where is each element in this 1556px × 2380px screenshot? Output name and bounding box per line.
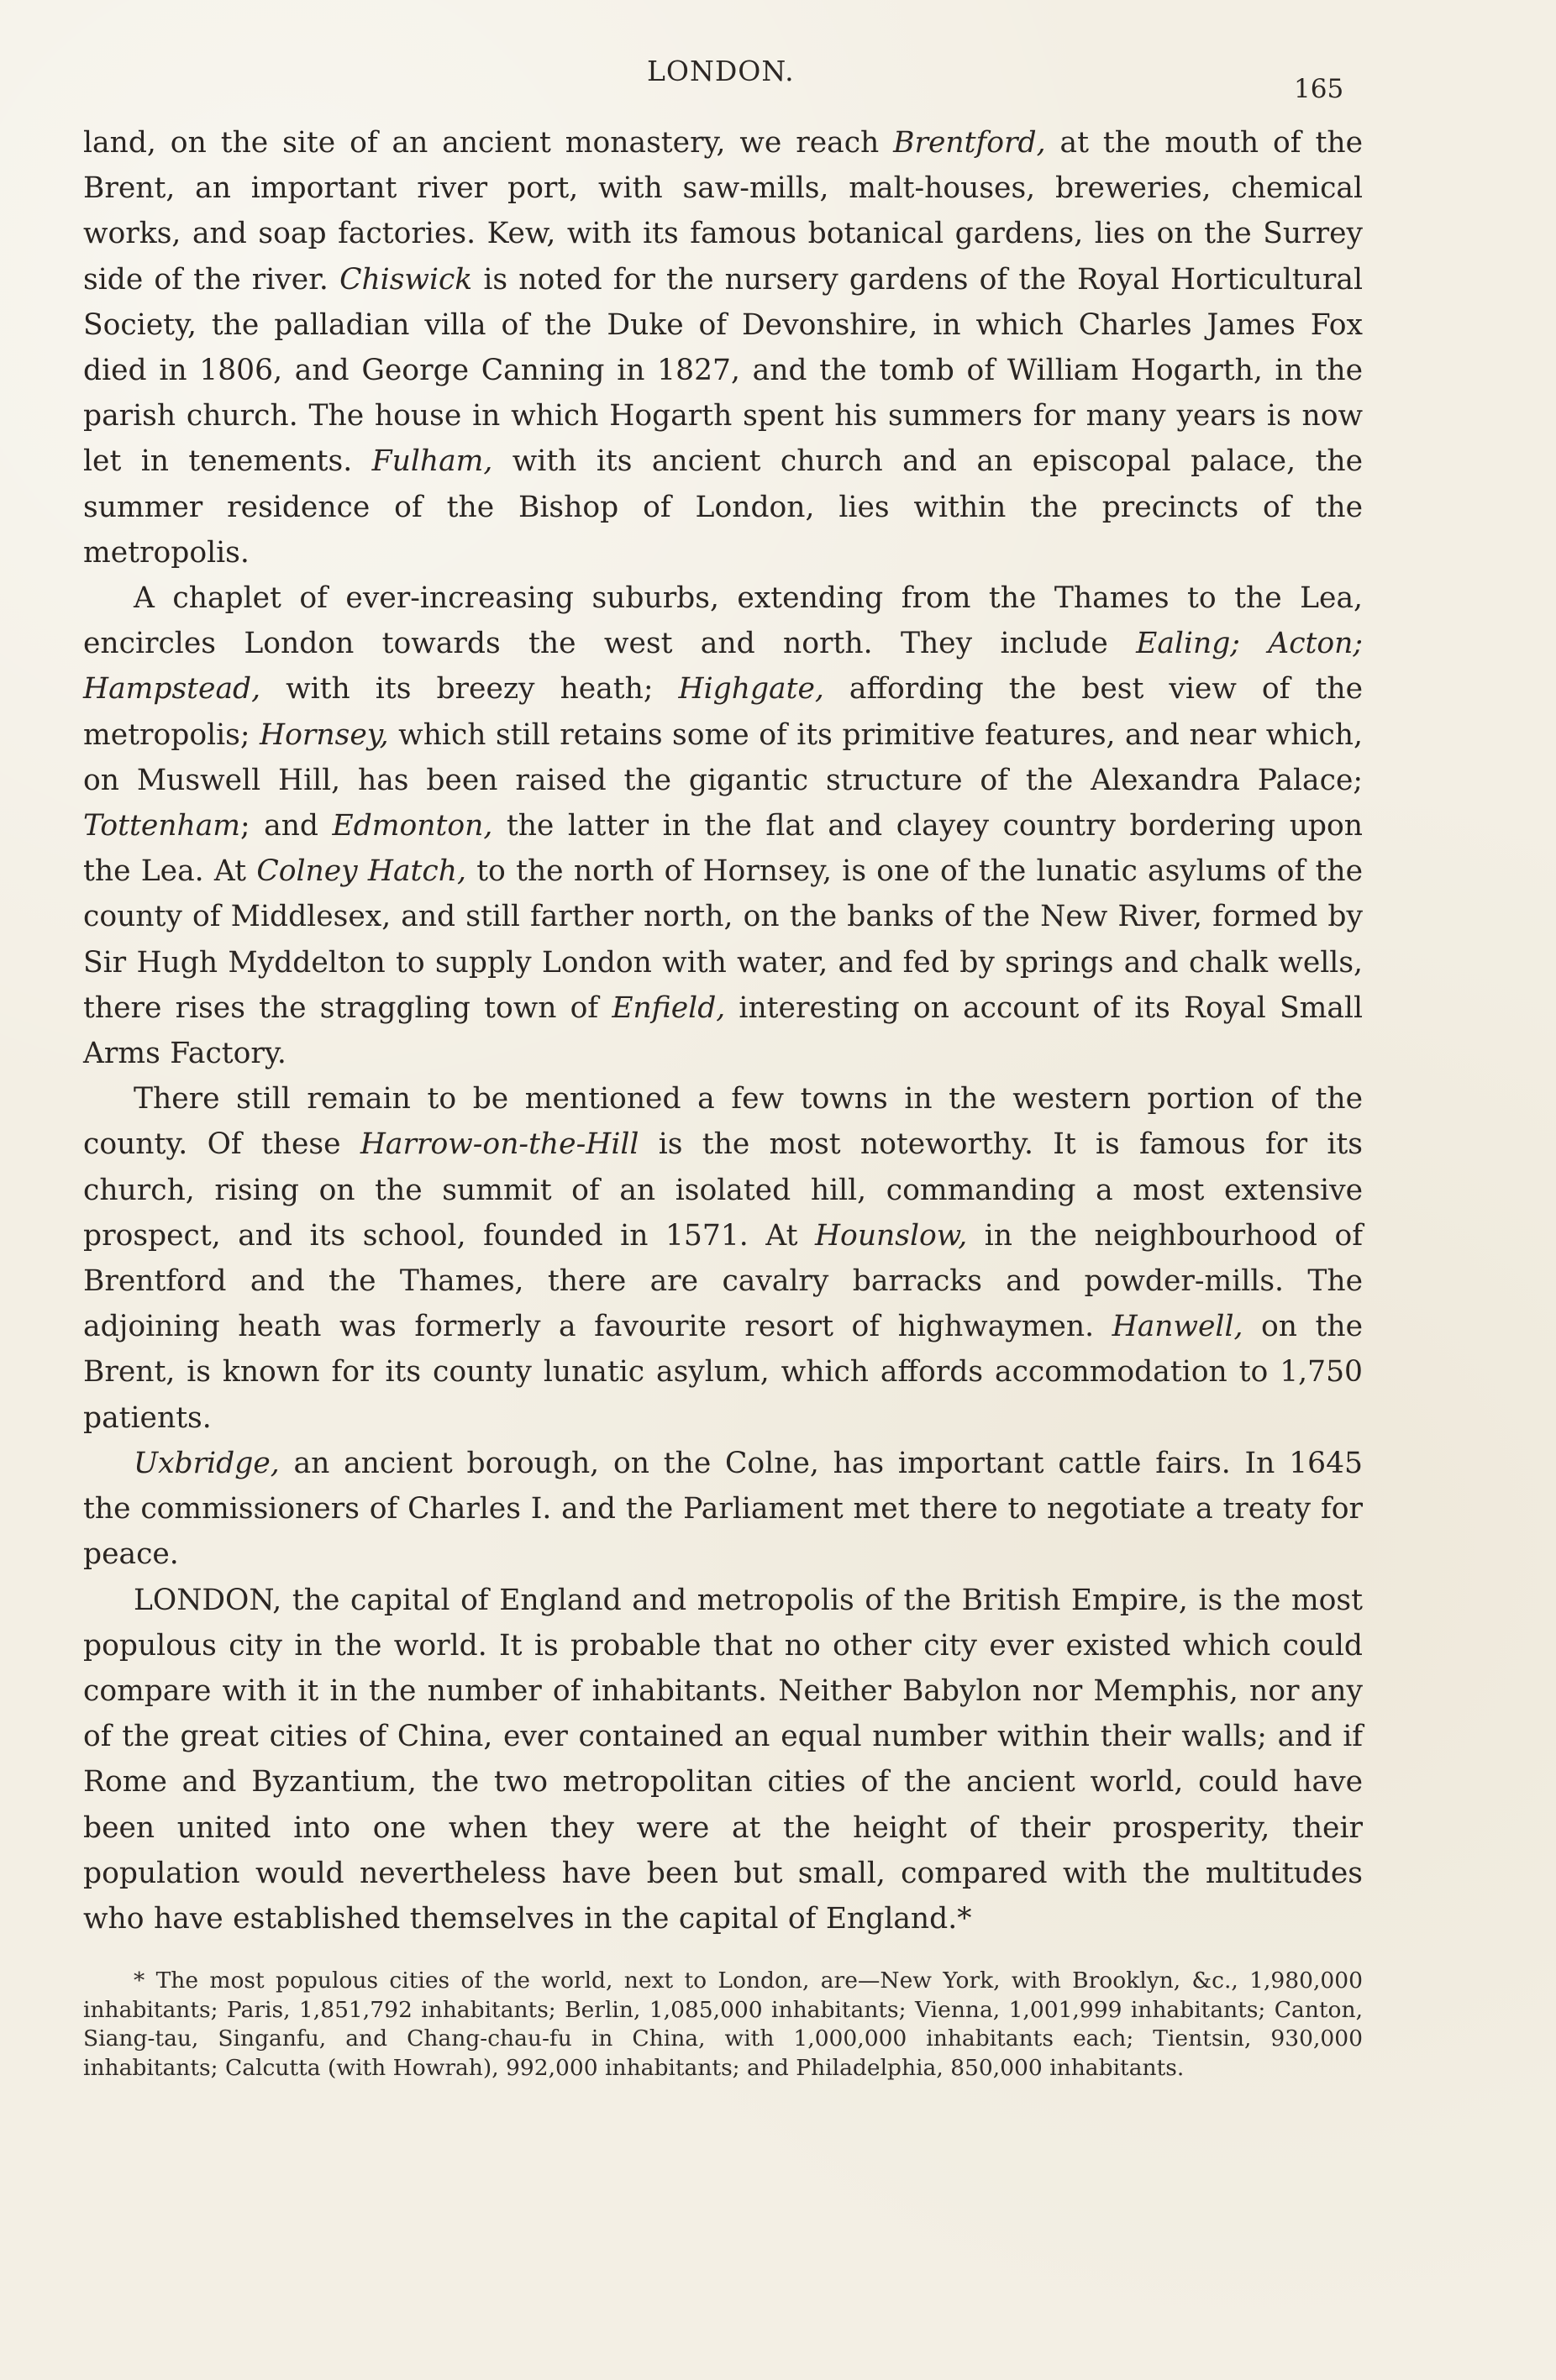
- page-number: 165: [1294, 74, 1344, 104]
- paragraph: [83, 1578, 1363, 1942]
- text-segment: to the north of Hornsey, is one of the lunatic asylums of the county of Middlesex, and still farther north, on the banks of the New River, formed by Sir Hugh Myddelton to supply London with water, and fed by springs and chalk wells, there rises the straggling town of: [83, 854, 1364, 1025]
- paragraph: [83, 120, 1363, 575]
- place-name: Highgate,: [678, 672, 824, 707]
- text-segment: A chaplet of ever-increasing suburbs, extending from the Thames to the Lea, encircles London towards the west and north. They include: [83, 581, 1363, 661]
- place-name: Uxbridge,: [134, 1446, 280, 1480]
- place-name: Hounslow,: [814, 1218, 968, 1253]
- text-segment: There still remain to be mentioned a few towns in the western portion of the county. Of these: [83, 1082, 1363, 1162]
- place-name: Hanwell,: [1112, 1310, 1243, 1344]
- place-name: Acton;: [1268, 627, 1364, 661]
- paragraph: [83, 1441, 1363, 1578]
- place-name: Chiswick: [339, 262, 473, 297]
- place-name: Tottenham: [83, 809, 240, 843]
- paragraph: [83, 575, 1363, 1076]
- text-segment: is the most noteworthy. It is famous for its church, rising on the summit of an isolated hill, commanding a most extensive prospect, and its school, founded in 1571. At: [83, 1127, 1363, 1253]
- text-segment: which still retains some of its primitive features, and near which, on Muswell Hill, has been raised the gigantic structure of the Alexandra Palace;: [83, 717, 1363, 797]
- paragraph: [83, 1076, 1363, 1441]
- place-name: Hornsey,: [260, 717, 389, 752]
- text-segment: land, on the site of an ancient monastery, we reach: [83, 126, 894, 160]
- text-segment: with its breezy heath;: [260, 672, 679, 707]
- text-segment: at the mouth of the Brent, an important river port, with saw-mills, malt-houses, breweries, chemical works, and soap factories. Kew, with its famous botanical gardens, lies on the Surrey side of the river.: [83, 126, 1363, 297]
- text-segment: on the Brent, is known for its county lunatic asylum, which affords accommodation to 1,750 patients.: [83, 1310, 1363, 1435]
- place-name: Ealing;: [1136, 627, 1240, 661]
- main-text: [83, 120, 1363, 1941]
- text-segment: an ancient borough, on the Colne, has important cattle fairs. In 1645 the commissioners of Charles I. and the Parliament met there to negotiate a treaty for peace.: [83, 1446, 1363, 1572]
- footnote: [83, 1967, 1363, 2083]
- place-name: Edmonton,: [332, 809, 493, 843]
- text-segment: [1240, 627, 1268, 660]
- text-segment: the latter in the flat and clayey country bordering upon the Lea. At: [83, 809, 1363, 889]
- text-segment: interesting on account of its Royal Small Arms Factory.: [83, 990, 1363, 1071]
- text-segment: in the neighbourhood of Brentford and the Thames, there are cavalry barracks and powder-mills. The adjoining heath was formerly a favourite resort of highwaymen.: [83, 1218, 1363, 1344]
- place-name: Colney Hatch,: [256, 854, 466, 889]
- footnote-paragraph: [83, 1967, 1363, 2083]
- running-head: LONDON.: [647, 55, 795, 87]
- text-segment: ; and: [239, 809, 333, 843]
- text-segment: is noted for the nursery gardens of the Royal Horticultural Society, the palladian villa of the Duke of Devonshire, in which Charles James Fox died in 1806, and George Canning in 1827, and the tomb of William Hogarth, in the parish church. The house in which Hogarth spent his summers for many years is now let in tenements.: [83, 262, 1364, 479]
- text-segment: LONDON, the capital of England and metropolis of the British Empire, is the most populous city in the world. It is probable that no other city ever existed which could compare with it in the number of inhabitants. Neither Babylon nor Memphis, nor any of the great cities of China, ever contained an equal number within their walls; and if Rome and Byzantium, the two metropolitan cities of the ancient world, could have been united into one when they were at the height of their prosperity, their population would nevertheless have been but small, compared with the multitudes who have established themselves in the capital of England.*: [83, 1583, 1363, 1936]
- place-name: Harrow-on-the-Hill: [360, 1127, 639, 1162]
- place-name: Brentford,: [893, 126, 1046, 160]
- place-name: Fulham,: [371, 444, 493, 479]
- footnote-text: * The most populous cities of the world, next to London, are—New York, with Brooklyn, &c., 1,980,000 inhabitants; Paris, 1,851,792 inhabitants; Berlin, 1,085,000 inhabitants; Vienna, 1,001,999 inhabitants; Canton, Siang-tau, Singanfu, and Chang-chau-fu in China, with 1,000,000 inhabitants each; Tientsin, 930,000 inhabitants; Calcutta (with Howrah), 992,000 inhabitants; and Philadelphia, 850,000 inhabitants.: [83, 1968, 1363, 2081]
- text-segment: affording the best view of the metropolis;: [83, 672, 1363, 752]
- place-name: Enfield,: [612, 990, 726, 1025]
- place-name: Hampstead,: [83, 672, 261, 707]
- text-segment: with its ancient church and an episcopal palace, the summer residence of the Bishop of London, lies within the precincts of the metropolis.: [83, 444, 1363, 570]
- page-content: [83, 120, 1363, 2083]
